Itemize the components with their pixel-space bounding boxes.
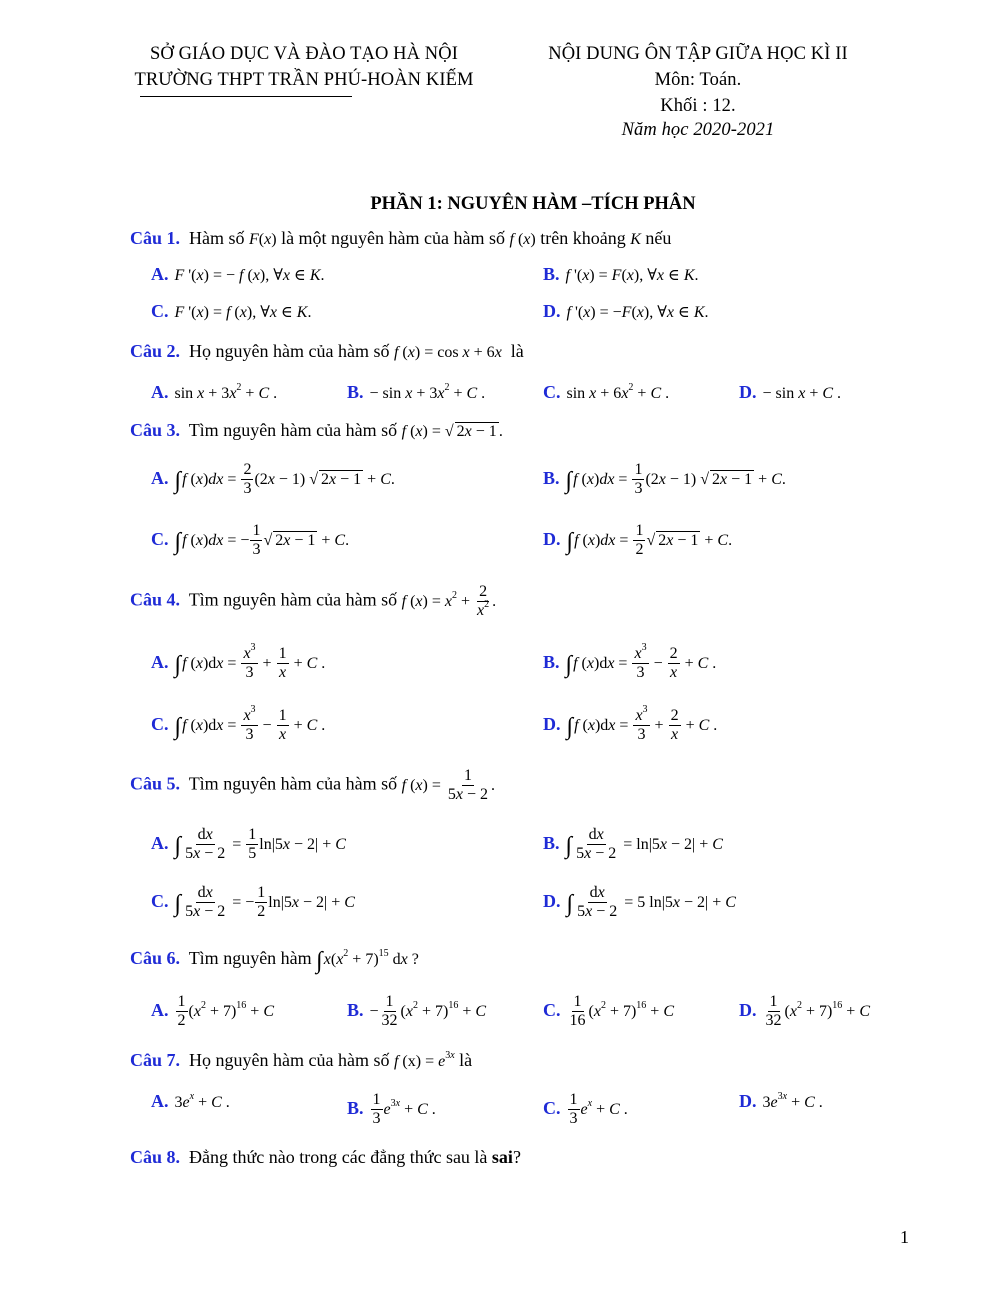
q6-option-a[interactable]: A. $\frac{1}{2}$ $(x^2 + 7)^{16} + C$: [151, 993, 274, 1030]
school-year: Năm học 2020-2021: [621, 120, 775, 140]
question-2: Câu 2. Họ nguyên hàm của hàm số f (x) = cos x + 6x là: [130, 341, 524, 361]
q2-option-a[interactable]: A. $\sin x + 3x^2 + C$ .: [151, 382, 278, 402]
q3-option-a[interactable]: A. ∫f (x)dx = $\frac{2}{3}$ (2x − 1) √ 2x − 1 + C.: [151, 461, 395, 498]
q2-option-d[interactable]: D. − sin x + C .: [739, 382, 842, 402]
page-number: 1: [900, 1227, 909, 1247]
q3-option-b[interactable]: B. ∫f (x)dx = $\frac{1}{3}$ (2x − 1) √ 2x − 1 + C.: [543, 461, 786, 498]
q6-option-b[interactable]: B. − $\frac{1}{32}$ $(x^2 + 7)^{16} + C$: [347, 993, 487, 1030]
q5-option-d[interactable]: D. ∫ $\frac{dx}{5x - 2}$ = 5 ln|5x − 2| + C: [543, 884, 736, 921]
q4-option-b[interactable]: B. ∫f (x)dx = $\frac{x^3}{3}$ − $\frac{2}{x}$ + C .: [543, 642, 717, 682]
question-4: Câu 4. Tìm nguyên hàm của hàm số f $(x) = x^2$ + $\frac{2}{x^2}$ .: [130, 583, 497, 620]
q7-option-a[interactable]: A. $3e^x + C$ .: [151, 1091, 230, 1111]
q7-option-b[interactable]: B. $\frac{1}{3}$ $e^{3x} + C$ .: [347, 1091, 436, 1128]
q5-option-a[interactable]: A. ∫ $\frac{dx}{5x - 2}$ = $\frac{1}{5}$ ln|5x − 2| + C: [151, 826, 346, 863]
question-7: Câu 7. Họ nguyên hàm của hàm số f $(x) = e^{3x}$ là: [130, 1050, 473, 1070]
q3-option-c[interactable]: C. ∫f (x)dx = − $\frac{1}{3}$ √ 2x − 1 + C.: [151, 522, 350, 559]
section-title: PHẦN 1: NGUYÊN HÀM –TÍCH PHÂN: [370, 194, 696, 214]
question-8: Câu 8. Đẳng thức nào trong các đẳng thức sau là sai?: [130, 1147, 521, 1167]
question-3: Câu 3. Tìm nguyên hàm của hàm số f (x) = √ 2x − 1 .: [130, 420, 503, 440]
q4-option-a[interactable]: A. ∫f (x)dx = $\frac{x^3}{3}$ + $\frac{1}{x}$ + C .: [151, 642, 326, 682]
q5-option-b[interactable]: B. ∫ $\frac{dx}{5x - 2}$ = ln|5x − 2| + C: [543, 826, 723, 863]
q4-option-d[interactable]: D. ∫f (x)dx = $\frac{x^3}{3}$ + $\frac{2}{x}$ + C .: [543, 704, 718, 744]
q6-option-c[interactable]: C. $\frac{1}{16}$ $(x^2 + 7)^{16} + C$: [543, 993, 674, 1030]
question-5: Câu 5. Tìm nguyên hàm của hàm số f (x) = $\frac{1}{5x - 2}$ .: [130, 767, 496, 804]
q2-option-c[interactable]: C. $\sin x + 6x^2 + C$ .: [543, 382, 670, 402]
q5-option-c[interactable]: C. ∫ $\frac{dx}{5x - 2}$ = − $\frac{1}{2}$ ln|5x − 2| + C: [151, 884, 355, 921]
q6-option-d[interactable]: D. $\frac{1}{32}$ $(x^2 + 7)^{16} + C$: [739, 993, 870, 1030]
grade: Khối : 12.: [660, 96, 736, 116]
school-dept: SỞ GIÁO DỤC VÀ ĐÀO TẠO HÀ NỘI: [150, 44, 458, 64]
q1-option-a[interactable]: A. F '(x) = − f (x), ∀x ∈ K.: [151, 264, 325, 284]
school-name: TRƯỜNG THPT TRẦN PHÚ-HOÀN KIẾM: [134, 70, 474, 90]
doc-title: NỘI DUNG ÔN TẬP GIỮA HỌC KÌ II: [548, 44, 848, 64]
q4-option-c[interactable]: C. ∫f (x)dx = $\frac{x^3}{3}$ − $\frac{1}{x}$ + C .: [151, 704, 326, 744]
q3-option-d[interactable]: D. ∫f (x)dx = $\frac{1}{2}$ √ 2x − 1 + C.: [543, 522, 733, 559]
question-6: Câu 6. Tìm nguyên hàm $\int x(x^2 + 7)^{15}$ dx ?: [130, 948, 419, 974]
q2-option-b[interactable]: B. − $\sin x + 3x^2 + C$ .: [347, 382, 486, 402]
question-1: Câu 1. Hàm số F(x) là một nguyên hàm của hàm số f (x) trên khoảng K nếu: [130, 228, 672, 248]
q1-option-c[interactable]: C. F '(x) = f (x), ∀x ∈ K.: [151, 301, 312, 321]
subject: Môn: Toán.: [654, 70, 742, 90]
q1-option-d[interactable]: D. f '(x) = −F(x), ∀x ∈ K.: [543, 301, 709, 321]
q1-option-b[interactable]: B. f '(x) = F(x), ∀x ∈ K.: [543, 264, 699, 284]
q7-option-d[interactable]: D. $3e^{3x} + C$ .: [739, 1091, 823, 1111]
q7-option-c[interactable]: C. $\frac{1}{3}$ $e^x + C$ .: [543, 1091, 628, 1128]
header-underline: [140, 96, 352, 97]
